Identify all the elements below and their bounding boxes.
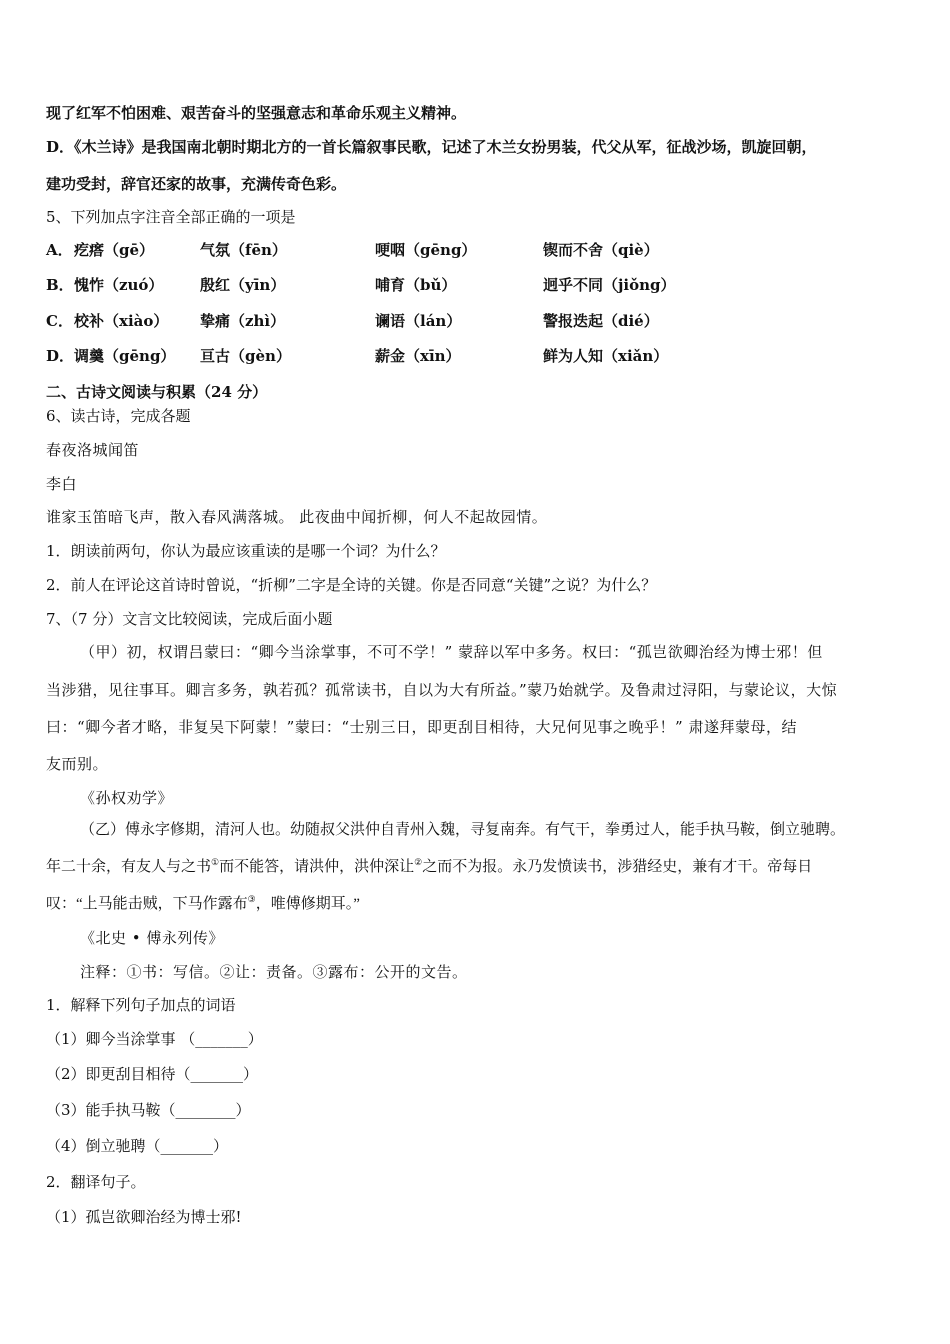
option-d-line2: 建功受封，辞官还家的故事，充满传奇色彩。 bbox=[46, 175, 347, 193]
option-item: 气氛（fēn） bbox=[200, 241, 287, 259]
option-item: 调羹（gēng） bbox=[74, 347, 176, 365]
option-label: C． bbox=[46, 312, 73, 330]
jia-line4: 友而别。 bbox=[46, 755, 109, 773]
option-item: 薪金（xīn） bbox=[375, 347, 461, 365]
option-d-line1: D．《木兰诗》是我国南北朝时期北方的一首长篇叙事民歌，记述了木兰女扮男装，代父从军，征战沙场，凯旋回朝， bbox=[46, 138, 817, 156]
yi-source: 《北史 • 傅永列传》 bbox=[80, 929, 224, 947]
jia-line3: 曰：“卿今者才略，非复吴下阿蒙！”蒙曰：“士别三日，即更刮目相待，大兄何见事之晚乎！” 肃遂拜蒙母，结 bbox=[46, 718, 797, 736]
option-label: B． bbox=[46, 276, 74, 294]
q7-sub1: 1．解释下列句子加点的词语 bbox=[46, 996, 236, 1014]
yi-line3 bbox=[46, 894, 360, 914]
yi-line1: （乙）傅永字修期，清河人也。幼随叔父洪仲自青州入魏，寻复南奔。有气干，拳勇过人，能手执马鞍，倒立驰聘。 bbox=[80, 822, 846, 838]
jia-source: 《孙权劝学》 bbox=[80, 789, 174, 807]
option-item: 挚痛（zhì） bbox=[200, 312, 286, 330]
q6-sub1: 1．朗读前两句，你认为最应该重读的是哪一个词？为什么？ bbox=[46, 542, 446, 560]
footnote-mark-3: ③ bbox=[247, 894, 256, 904]
option-item: 谰语（lán） bbox=[375, 312, 462, 330]
option-item: 愧怍（zuó） bbox=[74, 276, 164, 294]
q7-sub1-item: （3）能手执马鞍（________） bbox=[46, 1101, 251, 1119]
option-item: 鲜为人知（xiǎn） bbox=[543, 347, 669, 365]
text-line-red-army: 现了红军不怕困难、艰苦奋斗的坚强意志和革命乐观主义精神。 bbox=[46, 104, 467, 122]
option-item: 迥乎不同（jiǒng） bbox=[543, 276, 676, 294]
section-title: 二、古诗文阅读与积累（24 分） bbox=[46, 383, 268, 401]
yi-line3-part2: ，唯傅修期耳。” bbox=[255, 896, 360, 912]
option-item: 亘古（gèn） bbox=[200, 347, 291, 365]
jia-line2: 当涉猎，见往事耳。卿言多务，孰若孤？孤常读书，自以为大有所益。”蒙乃始就学。及鲁肃过浔阳，与蒙论议，大惊 bbox=[46, 681, 838, 699]
poem-text: 谁家玉笛暗飞声，散入春风满落城。 此夜曲中闻折柳，何人不起故园情。 bbox=[46, 508, 548, 526]
option-item: 校补（xiào） bbox=[74, 312, 169, 330]
q6-stem: 6、读古诗，完成各题 bbox=[46, 407, 191, 425]
option-item: 警报迭起（dié） bbox=[543, 312, 659, 330]
q7-sub2-item: （1）孤岂欲卿治经为博士邪! bbox=[46, 1208, 242, 1226]
option-item: 殷红（yīn） bbox=[200, 276, 286, 294]
poet-name: 李白 bbox=[46, 475, 78, 493]
q7-sub1-item: （4）倒立驰聘（_______） bbox=[46, 1137, 229, 1155]
annotation-note: 注释：①书：写信。②让：责备。③露布：公开的文告。 bbox=[80, 963, 468, 981]
yi-line3-part1: 叹：“上马能击贼，下马作露布 bbox=[46, 896, 248, 912]
q6-sub2: 2．前人在评论这首诗时曾说，“折柳”二字是全诗的关键。你是否同意“关键”之说？为什么？ bbox=[46, 576, 657, 594]
option-label: D． bbox=[46, 347, 75, 365]
yi-line2 bbox=[46, 857, 812, 877]
yi-line2-part1: 年二十余，有友人与之书 bbox=[46, 859, 212, 875]
option-item: 哽咽（gēng） bbox=[375, 241, 477, 259]
yi-line2-part2: 而不能答，请洪仲，洪仲深让 bbox=[219, 859, 415, 875]
footnote-mark-2: ② bbox=[414, 857, 423, 867]
option-item: 哺育（bǔ） bbox=[375, 276, 457, 294]
footnote-mark-1: ① bbox=[211, 857, 220, 867]
option-label: A． bbox=[46, 241, 73, 259]
q7-sub2: 2．翻译句子。 bbox=[46, 1173, 146, 1191]
poem-title: 春夜洛城闻笛 bbox=[46, 441, 140, 459]
jia-line1: （甲）初，权谓吕蒙曰：“卿今当涂掌事，不可不学！” 蒙辞以军中多务。权曰：“孤岂欲卿治经为博士邪！但 bbox=[80, 643, 823, 661]
option-item: 疙瘩（gē） bbox=[74, 241, 155, 259]
q5-stem: 5、下列加点字注音全部正确的一项是 bbox=[46, 208, 296, 226]
q7-sub1-item: （1）卿今当涂掌事 （_______） bbox=[46, 1030, 263, 1048]
option-item: 锲而不舍（qiè） bbox=[543, 241, 659, 259]
q7-stem: 7、（7 分）文言文比较阅读，完成后面小题 bbox=[46, 610, 333, 628]
yi-line2-part3: 之而不为报。永乃发愤读书，涉猎经史，兼有才干。帝每日 bbox=[422, 859, 813, 875]
q7-sub1-item: （2）即更刮目相待（_______） bbox=[46, 1065, 259, 1083]
